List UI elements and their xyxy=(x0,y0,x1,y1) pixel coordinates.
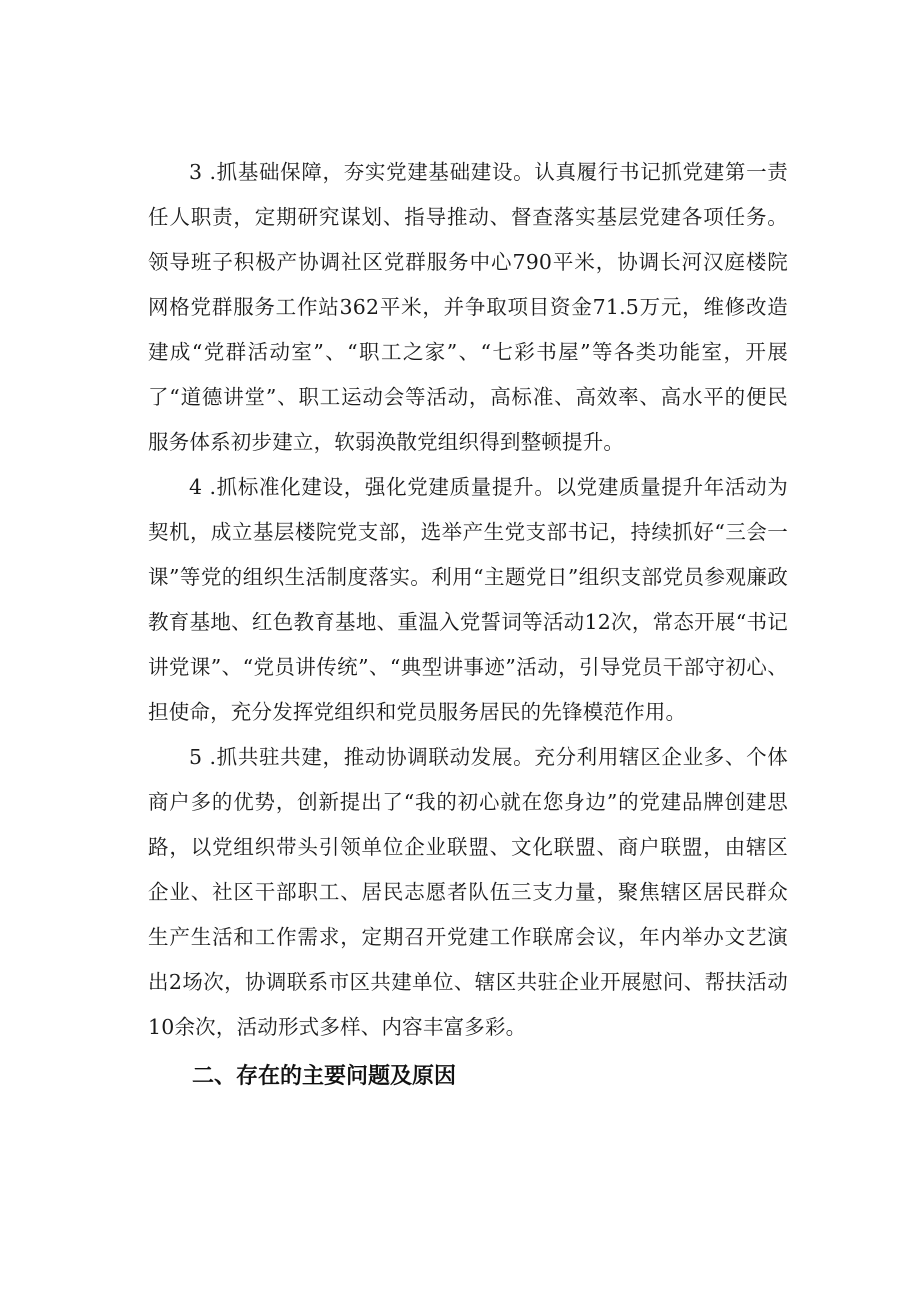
paragraph-3-infrastructure: 3 .抓基础保障，夯实党建基础建设。认真履行书记抓党建第一责任人职责，定期研究谋划、指导推动、督查落实基层党建各项任务。领导班子积极产协调社区党群服务中心790平米，协调长河汉庭楼院网格党群服务工作站362平米，并争取项目资金71.5万元，维修改造建成“党群活动室”、“职工之家”、“七彩书屋”等各类功能室，开展了“道德讲堂”、职工运动会等活动，高标准、高效率、高水平的便民服务体系初步建立，软弱涣散党组织得到整顿提升。 xyxy=(148,160,788,454)
section-heading-problems: 二、存在的主要问题及原因 xyxy=(192,1064,457,1089)
document-body xyxy=(148,150,788,1099)
paragraph-4-standardization: 4 .抓标准化建设，强化党建质量提升。以党建质量提升年活动为契机，成立基层楼院党支部，选举产生党支部书记，持续抓好“三会一课”等党的组织生活制度落实。利用“主题党日”组织支部党员参观廉政教育基地、红色教育基地、重温入党誓词等活动12次，常态开展“书记讲党课”、“党员讲传统”、“典型讲事迹”活动，引导党员干部守初心、担使命，充分发挥党组织和党员服务居民的先锋模范作用。 xyxy=(148,475,788,724)
paragraph-5-co-construction: 5 .抓共驻共建，推动协调联动发展。充分利用辖区企业多、个体商户多的优势，创新提出了“我的初心就在您身边”的党建品牌创建思路，以党组织带头引领单位企业联盟、文化联盟、商户联盟，由辖区企业、社区干部职工、居民志愿者队伍三支力量，聚焦辖区居民群众生产生活和工作需求，定期召开党建工作联席会议，年内举办文艺演出2场次，协调联系市区共建单位、辖区共驻企业开展慰问、帮扶活动10余次，活动形式多样、内容丰富多彩。 xyxy=(148,745,788,1039)
